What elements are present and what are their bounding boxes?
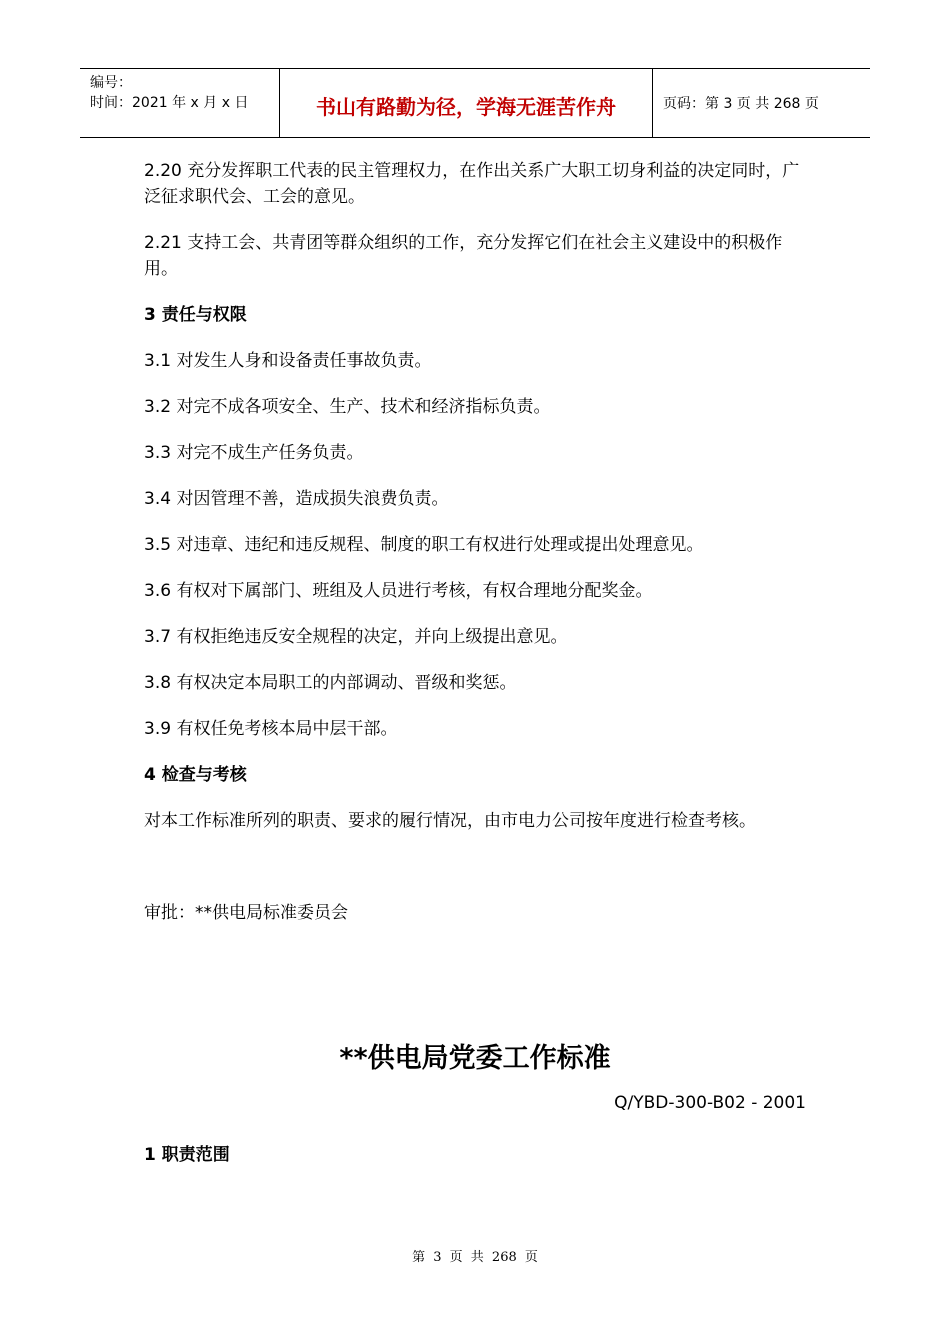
- list-item: 3.2 对完不成各项安全、生产、技术和经济指标负责。: [144, 397, 551, 417]
- list-item: 3.8 有权决定本局职工的内部调动、晋级和奖惩。: [144, 673, 517, 693]
- header-page-info: 页码：第 3 页 共 268 页: [663, 96, 819, 112]
- document-code: Q/YBD-300-B02 - 2001: [614, 1093, 806, 1113]
- section-4-text: 对本工作标准所列的职责、要求的履行情况，由市电力公司按年度进行检查考核。: [144, 811, 756, 831]
- time-label: 时间：2021 年 x 月 x 日: [90, 95, 249, 111]
- document-title: **供电局党委工作标准: [339, 1043, 611, 1074]
- document-body: [144, 158, 812, 946]
- list-item: 3.7 有权拒绝违反安全规程的决定，并向上级提出意见。: [144, 627, 568, 647]
- paragraph-2-21: 2.21 支持工会、共青团等群众组织的工作，充分发挥它们在社会主义建设中的积极作用。: [144, 233, 783, 279]
- list-item: 3.1 对发生人身和设备责任事故负责。: [144, 351, 432, 371]
- paragraph-2-20: 2.20 充分发挥职工代表的民主管理权力，在作出关系广大职工切身利益的决定同时，广泛征求职代会、工会的意见。: [144, 161, 800, 207]
- list-item: 3.4 对因管理不善，造成损失浪费负责。: [144, 489, 449, 509]
- list-item: 3.9 有权任免考核本局中层干部。: [144, 719, 398, 739]
- list-item: 3.3 对完不成生产任务负责。: [144, 443, 364, 463]
- section-1-heading: 1 职责范围: [144, 1145, 230, 1165]
- header-meta: [80, 69, 280, 137]
- page-footer: 第 3 页 共 268 页: [412, 1250, 538, 1265]
- list-item: 3.5 对违章、违纪和违反规程、制度的职工有权进行处理或提出处理意见。: [144, 535, 704, 555]
- page-header: [80, 68, 870, 138]
- number-label: 编号：: [90, 75, 132, 91]
- header-motto: 书山有路勤为径，学海无涯苦作舟: [280, 69, 653, 137]
- section-4-heading: 4 检查与考核: [144, 765, 247, 785]
- section-3-heading: 3 责任与权限: [144, 305, 247, 325]
- list-item: 3.6 有权对下属部门、班组及人员进行考核，有权合理地分配奖金。: [144, 581, 653, 601]
- approval-line: 审批：**供电局标准委员会: [144, 903, 348, 923]
